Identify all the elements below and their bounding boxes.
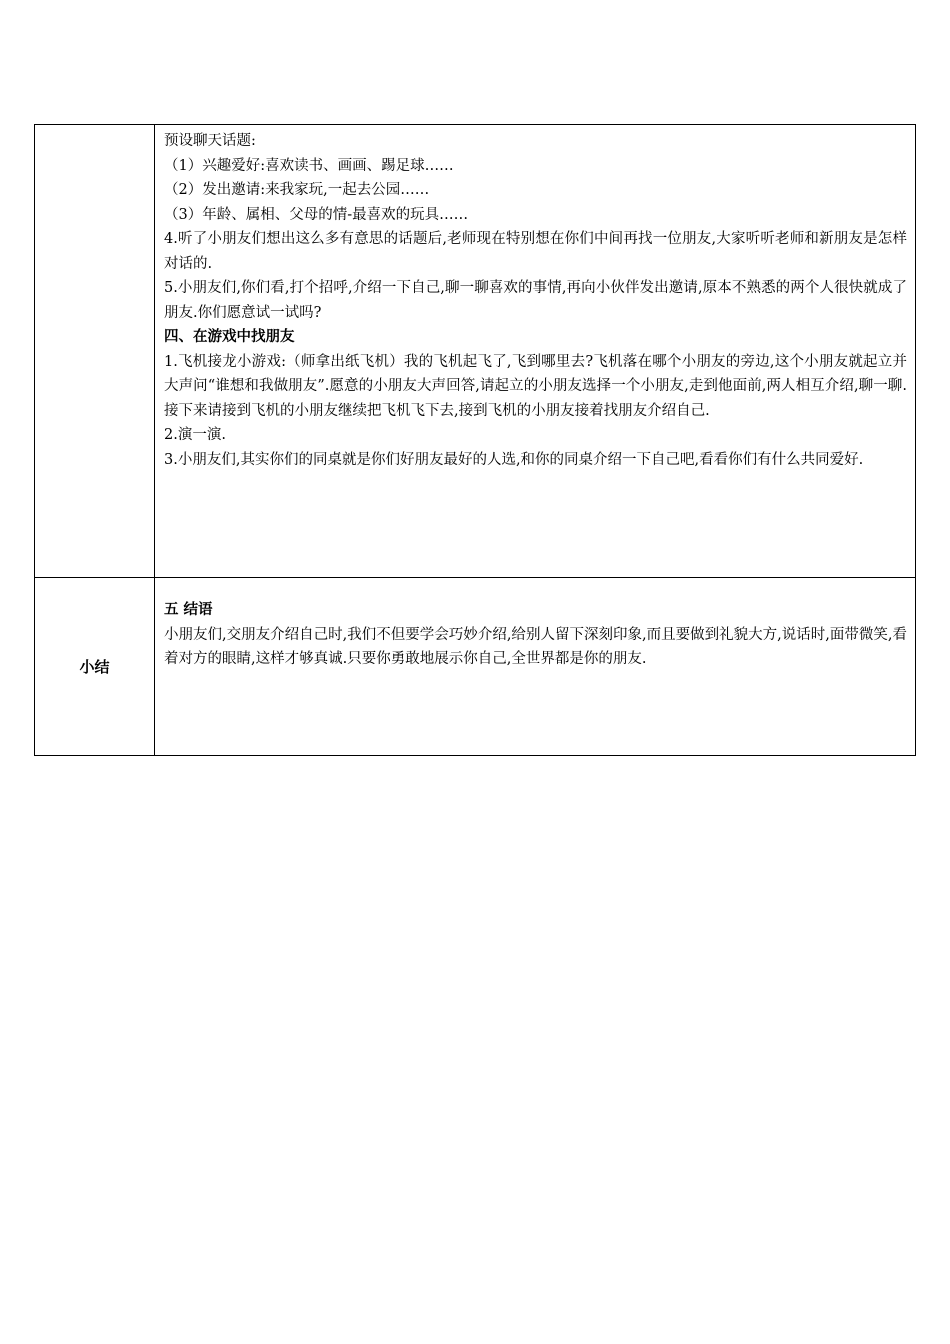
summary-label: 小结 [35, 578, 155, 756]
summary-text: 小朋友们,交朋友介绍自己时,我们不但要学会巧妙介绍,给别人留下深刻印象,而且要做到礼貌大方,说话时,面带微笑,看着对方的眼睛,这样才够真诚.只要你勇敢地展示你自己,全世界都是你的朋友. [164, 626, 907, 667]
activity-content-cell [155, 125, 916, 578]
lesson-plan-table [34, 124, 916, 756]
topic-item: （3）年龄、属相、父母的情-最喜欢的玩具…… [164, 206, 469, 223]
step-5-text: 5.小朋友们,你们看,打个招呼,介绍一下自己,聊一聊喜欢的事情,再向小伙伴发出邀请,原本不熟悉的两个人很快就成了朋友.你们愿意试一试吗? [164, 280, 907, 321]
topic-item: （1）兴趣爱好:喜欢读书、画画、踢足球…… [164, 157, 454, 174]
summary-content-cell [155, 578, 916, 756]
game-step-3-text: 3.小朋友们,其实你们的同桌就是你们好朋友最好的人选,和你的同桌介绍一下自己吧,看看你们有什么共同爱好. [164, 451, 864, 468]
section-5-heading: 五 结语 [164, 602, 213, 618]
topics-intro: 预设聊天话题: [164, 133, 256, 149]
game-step-2-text: 2.演一演. [164, 427, 226, 443]
step-4-text: 4.听了小朋友们想出这么多有意思的话题后,老师现在特别想在你们中间再找一位朋友,大家听听老师和新朋友是怎样对话的. [164, 231, 907, 272]
topic-item: （2）发出邀请:来我家玩,一起去公园…… [164, 182, 430, 198]
section-4-heading: 四、在游戏中找朋友 [164, 329, 295, 345]
game-step-1-text: 1.飞机接龙小游戏:（师拿出纸飞机）我的飞机起飞了,飞到哪里去?飞机落在哪个小朋友的旁边,这个小朋友就起立并大声问“谁想和我做朋友”.愿意的小朋友大声回答,请起立的小朋友选择一个小朋友,走到他面前,两人相互介绍,聊一聊.接下来请接到飞机的小朋友继续把飞机飞下去,接到飞机的小朋友接着找朋友介绍自己. [164, 353, 907, 419]
activity-row [35, 125, 916, 578]
activity-label-cell [35, 125, 155, 578]
summary-row [35, 578, 916, 756]
